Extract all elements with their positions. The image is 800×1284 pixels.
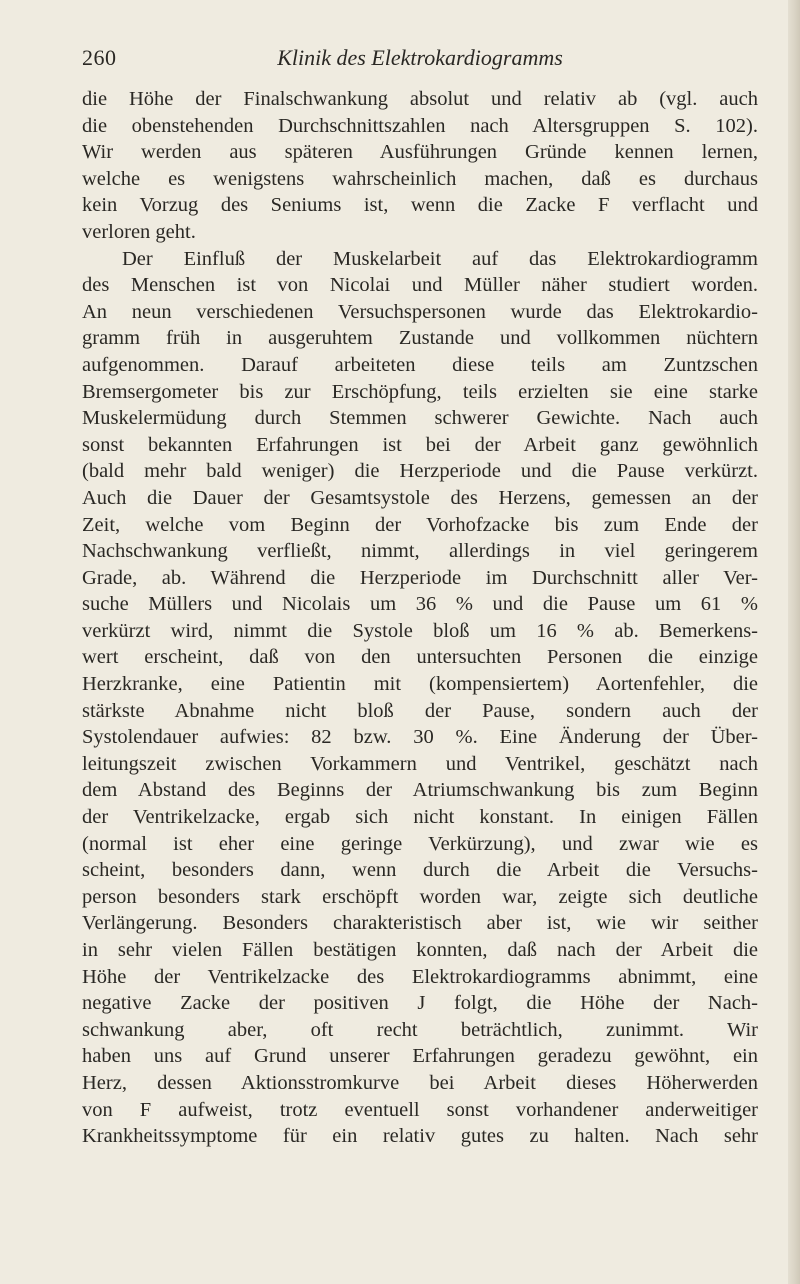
text-line: Grade, ab. Während die Herzperiode im Durchschnitt aller Ver-: [82, 566, 758, 589]
text-line: scheint, besonders dann, wenn durch die Arbeit die Versuchs-: [82, 859, 758, 882]
text-line: Zeit, welche vom Beginn der Vorhofzacke bis zum Ende der: [82, 513, 758, 536]
text-line: An neun verschiedenen Versuchspersonen wurde das Elektrokardio-: [82, 300, 758, 323]
text-line: Bremsergometer bis zur Erschöpfung, teils erzielten sie eine starke: [82, 380, 758, 403]
text-line: gramm früh in ausgeruhtem Zustande und vollkommen nüchtern: [82, 327, 758, 350]
text-line: von F aufweist, trotz eventuell sonst vorhandener anderweitiger: [82, 1098, 758, 1121]
text-line: (normal ist eher eine geringe Verkürzung), und zwar wie es: [82, 832, 758, 855]
page-header: [82, 45, 758, 75]
page-number: 260: [82, 45, 117, 70]
text-line: Muskelermüdung durch Stemmen schwerer Gewichte. Nach auch: [82, 407, 758, 430]
text-line: aufgenommen. Darauf arbeiteten diese teils am Zuntzschen: [82, 353, 758, 376]
text-line: schwankung aber, oft recht beträchtlich, zunimmt. Wir: [82, 1018, 758, 1041]
text-line: des Menschen ist von Nicolai und Müller näher studiert worden.: [82, 274, 758, 297]
text-line: die Höhe der Finalschwankung absolut und relativ ab (vgl. auch: [82, 88, 758, 110]
text-line: Auch die Dauer der Gesamtsystole des Herzens, gemessen an der: [82, 486, 758, 509]
text-line: negative Zacke der positiven J folgt, die Höhe der Nach-: [82, 992, 758, 1015]
text-line: dem Abstand des Beginns der Atriumschwankung bis zum Beginn: [82, 779, 758, 802]
text-line: Krankheitssymptome für ein relativ gutes zu halten. Nach sehr: [82, 1125, 758, 1148]
text-line: kein Vorzug des Seniums ist, wenn die Zacke F verflacht und: [82, 194, 758, 217]
text-line: Systolendauer aufwies: 82 bzw. 30 %. Eine Änderung der Über-: [82, 726, 758, 749]
body-text: [82, 86, 758, 1150]
text-line: in sehr vielen Fällen bestätigen konnten, daß nach der Arbeit die: [82, 939, 758, 961]
text-line: Wir werden aus späteren Ausführungen Gründe kennen lernen,: [82, 141, 758, 164]
text-line: Nachschwankung verfließt, nimmt, allerdings in viel geringerem: [82, 540, 758, 563]
text-line: suche Müllers und Nicolais um 36 % und die Pause um 61 %: [82, 593, 758, 616]
text-line: Herz, dessen Aktionsstromkurve bei Arbeit dieses Höherwerden: [82, 1071, 758, 1094]
text-line: stärkste Abnahme nicht bloß der Pause, sondern auch der: [82, 699, 758, 722]
text-line: leitungszeit zwischen Vorkammern und Ventrikel, geschätzt nach: [82, 752, 758, 775]
text-line: die obenstehenden Durchschnittszahlen nach Altersgruppen S. 102).: [82, 114, 758, 137]
text-line: Herzkranke, eine Patientin mit (kompensiertem) Aortenfehler, die: [82, 673, 758, 696]
text-line: Verlängerung. Besonders charakteristisch aber ist, wie wir seither: [82, 912, 758, 935]
text-line: (bald mehr bald weniger) die Herzperiode und die Pause verkürzt.: [82, 460, 758, 483]
text-line: person besonders stark erschöpft worden war, zeigte sich deutliche: [82, 885, 758, 908]
running-title: Klinik des Elektrokardiogramms: [277, 45, 563, 70]
text-line: wert erscheint, daß von den untersuchten Personen die einzige: [82, 646, 758, 669]
text-line: der Ventrikelzacke, ergab sich nicht konstant. In einigen Fällen: [82, 806, 758, 829]
text-line: verloren geht.: [82, 220, 196, 243]
text-line: Höhe der Ventrikelzacke des Elektrokardiogramms abnimmt, eine: [82, 965, 758, 988]
text-line: welche es wenigstens wahrscheinlich machen, daß es durchaus: [82, 167, 758, 190]
text-line: haben uns auf Grund unserer Erfahrungen geradezu gewöhnt, ein: [82, 1045, 758, 1068]
text-line: Der Einfluß der Muskelarbeit auf das Elektrokardiogramm: [122, 247, 758, 270]
text-line: sonst bekannten Erfahrungen ist bei der Arbeit ganz gewöhnlich: [82, 433, 758, 456]
text-line: verkürzt wird, nimmt die Systole bloß um 16 % ab. Bemerkens-: [82, 619, 758, 642]
page-edge: [788, 0, 800, 1284]
